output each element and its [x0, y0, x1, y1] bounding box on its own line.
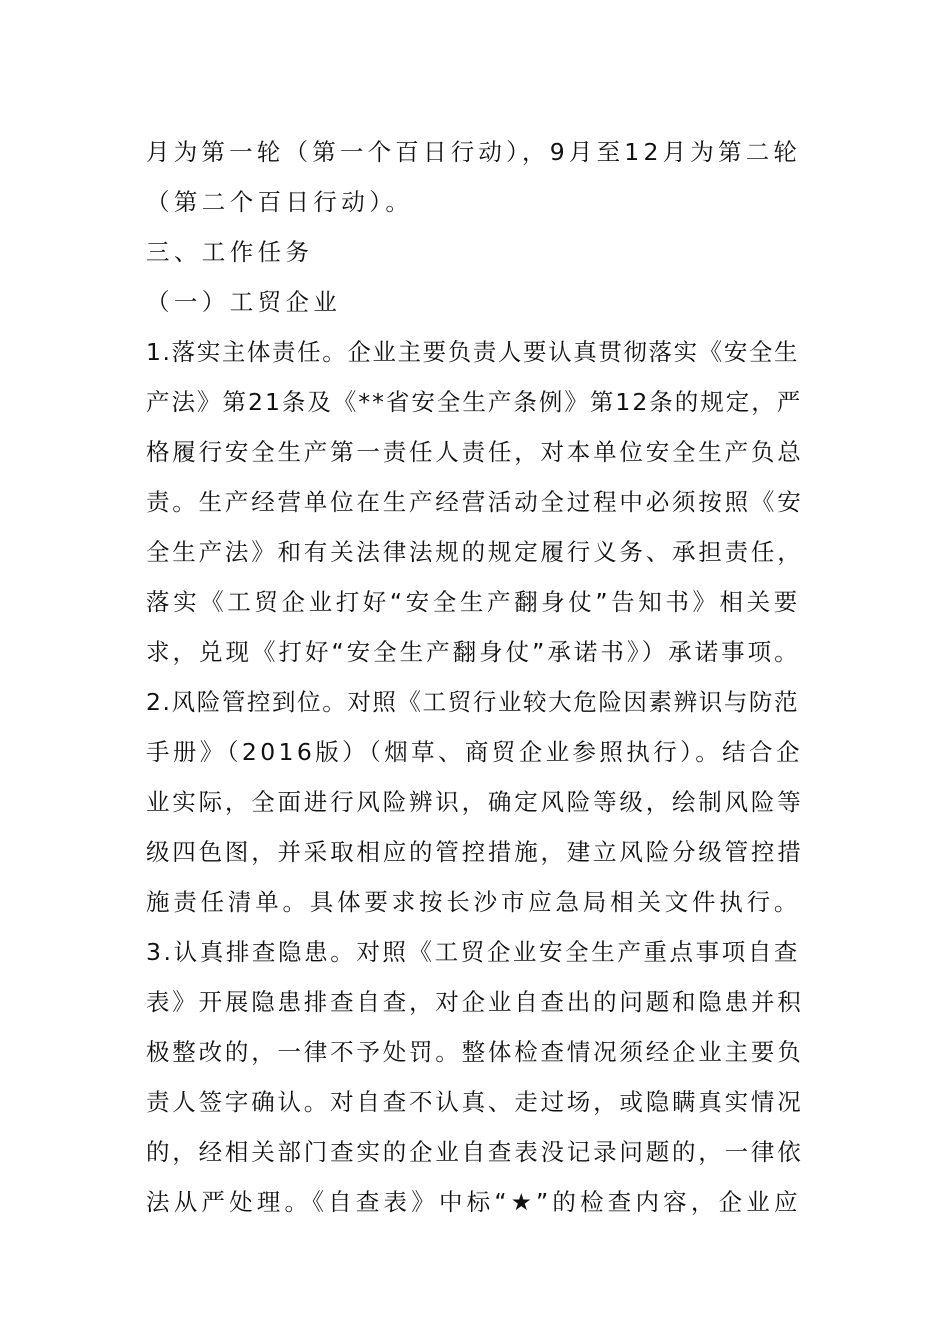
text-line: 月为第一轮（第一个百日行动），9月至12月为第二轮: [146, 138, 802, 166]
text-line: 施责任清单。具体要求按长沙市应急局相关文件执行。: [146, 888, 802, 916]
text-line: 的，经相关部门查实的企业自查表没记录问题的，一律依: [146, 1138, 804, 1166]
text-line: 全生产法》和有关法律法规的规定履行义务、承担责任，: [146, 538, 804, 566]
text-line: 2.风险管控到位。对照《工贸行业较大危险因素辨识与防范: [146, 688, 800, 716]
text-line: 表》开展隐患排查自查，对企业自查出的问题和隐患并积: [146, 988, 804, 1016]
text-line: 责人签字确认。对自查不认真、走过场，或隐瞒真实情况: [146, 1088, 804, 1116]
text-line: 手册》（2016版）（烟草、商贸企业参照执行）。结合企: [146, 738, 803, 766]
text-line: 业实际，全面进行风险辨识，确定风险等级，绘制风险等: [146, 788, 804, 816]
text-line: 求，兑现《打好“安全生产翻身仗”承诺书》）承诺事项。: [146, 638, 801, 666]
text-line: 责。生产经营单位在生产经营活动全过程中必须按照《安: [146, 488, 804, 516]
text-line: 产法》第21条及《**省安全生产条例》第12条的规定，严: [146, 388, 803, 416]
subsection-heading: （一）工贸企业: [146, 288, 342, 316]
text-line: 极整改的，一律不予处罚。整体检查情况须经企业主要负: [146, 1038, 804, 1066]
text-line: （第二个百日行动）。: [146, 188, 414, 216]
text-line: 级四色图，并采取相应的管控措施，建立风险分级管控措: [146, 838, 804, 866]
section-heading: 三、工作任务: [146, 238, 314, 266]
text-line: 法从严处理。《自查表》中标“★”的检查内容，企业应: [146, 1188, 802, 1216]
text-line: 落实《工贸企业打好“安全生产翻身仗”告知书》相关要: [146, 588, 801, 616]
text-line: 格履行安全生产第一责任人责任，对本单位安全生产负总: [146, 438, 804, 466]
text-line: 1.落实主体责任。企业主要负责人要认真贯彻落实《安全生: [146, 338, 800, 366]
text-line: 3.认真排查隐患。对照《工贸企业安全生产重点事项自查: [146, 938, 801, 966]
